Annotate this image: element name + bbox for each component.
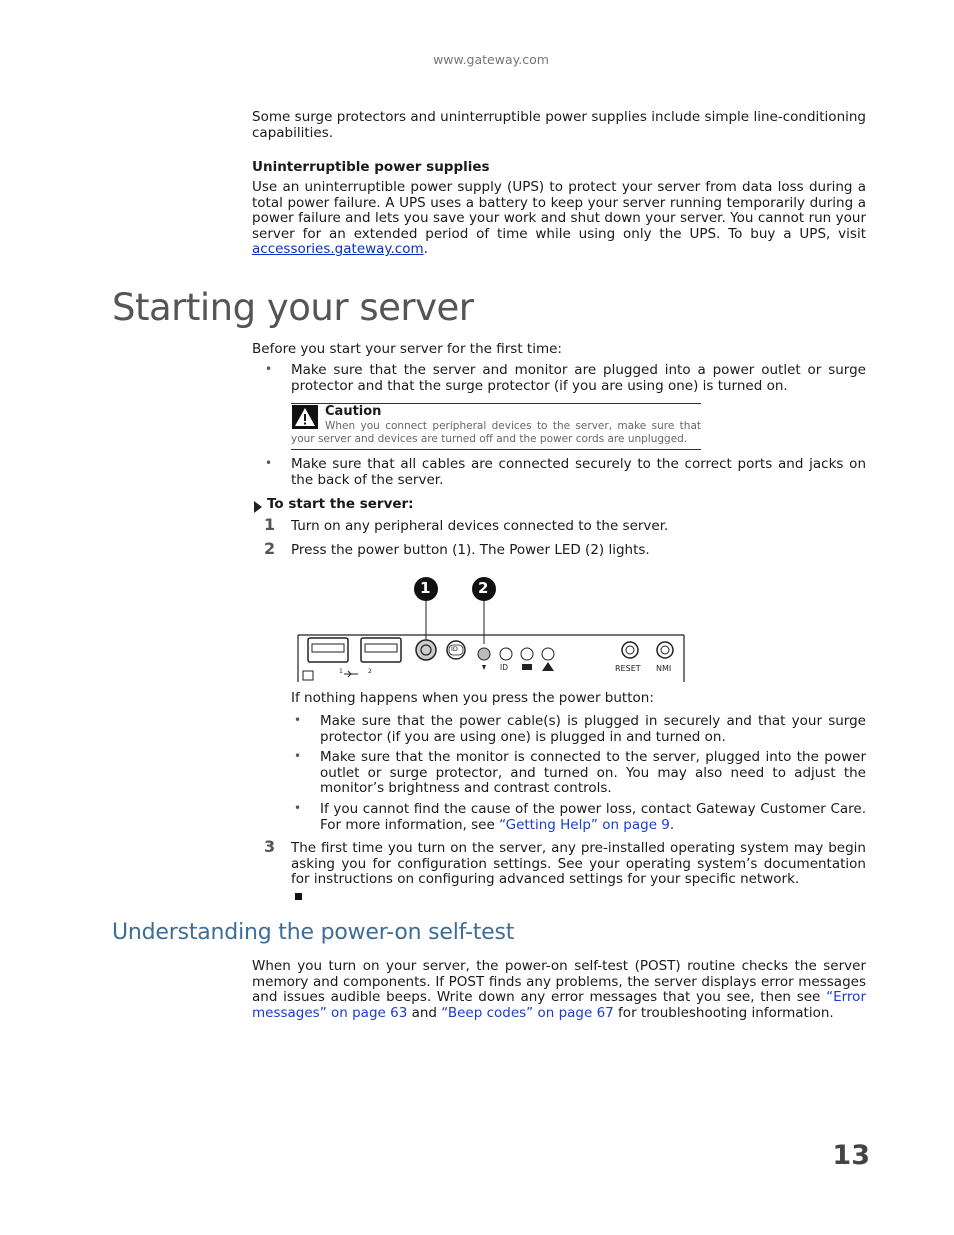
callout-2-label: 2 — [478, 579, 489, 597]
id-button-label: ID — [451, 645, 458, 653]
power-button-icon — [416, 640, 436, 660]
ups-end: . — [423, 241, 428, 258]
if-nothing-text: If nothing happens when you press the power button: — [291, 690, 654, 706]
procedure-arrow-icon — [254, 498, 262, 517]
reset-label: RESET — [615, 664, 641, 673]
id-led-label: ID — [500, 663, 508, 672]
callout-1-label: 1 — [420, 579, 431, 597]
header-url: www.gateway.com — [433, 52, 549, 67]
sub3-end: . — [669, 816, 675, 833]
power-led — [478, 648, 490, 660]
procedure-title: To start the server: — [267, 496, 414, 512]
step-3-text: The first time you turn on the server, any pre-installed operating system may begin asking you for configuration settings. See your operating system’s documentation for instructions on configuring advanced settings for your specific network. — [291, 840, 866, 888]
step-2-text: Press the power button (1). The Power LED (2) lights. — [291, 542, 650, 558]
step-number: 3 — [264, 837, 276, 856]
page-title: Starting your server — [112, 286, 474, 329]
network-icon — [522, 664, 532, 670]
section-title-post: Understanding the power-on self-test — [112, 920, 515, 945]
sub-bullet-monitor: Make sure that the monitor is connected to the server, plugged into the power outlet or surge protector, and turned on. You may also need to adjust the monitor’s brightness and contrast controls. — [320, 749, 866, 797]
ups-heading: Uninterruptible power supplies — [252, 159, 490, 175]
bullet-dot: • — [294, 713, 302, 727]
surge-paragraph: Some surge protectors and uninterruptible power supplies include simple line-conditioning capabilities. — [252, 109, 866, 141]
caution-title: Caution — [325, 404, 382, 419]
caution-text: When you connect peripheral devices to the server, make sure that your server and devices are turned off and the power cords are unplugged. — [291, 420, 701, 445]
post-text-b: and — [407, 1004, 442, 1021]
nmi-label: NMI — [656, 664, 672, 673]
usb-2-label: 2 — [368, 668, 372, 675]
power-symbol-icon — [482, 665, 486, 670]
status-led — [542, 648, 554, 660]
ups-text: Use an uninterruptible power supply (UPS) to protect your server from data loss during a total power failure. A UPS uses a battery to keep your server running temporarily during a power failure and lets you save your work and shut down your server. You cannot run your server for an extended period of time while using only the UPS. To buy a UPS, visit — [252, 179, 866, 242]
bullet-cables: Make sure that all cables are connected securely to the correct ports and jacks on the back of the server. — [291, 456, 866, 488]
error-messages-link[interactable]: “Error messages” on page 63 — [252, 989, 866, 1021]
sub3-text: If you cannot find the cause of the power loss, contact Gateway Customer Care. For more information, see — [320, 801, 866, 833]
bullet-dot: • — [265, 456, 273, 470]
beep-codes-link[interactable]: “Beep codes” on page 67 — [441, 1004, 614, 1021]
bullet-dot: • — [265, 362, 273, 376]
step-1-text: Turn on any peripheral devices connected to the server. — [291, 518, 669, 534]
usb-1-label: 1 — [339, 668, 343, 675]
bullet-plug-in: Make sure that the server and monitor are plugged into a power outlet or surge protector and that the surge protector (if you are using one) is turned on. — [291, 362, 866, 394]
lead-text: Before you start your server for the first time: — [252, 341, 562, 357]
nmi-button — [657, 642, 673, 658]
front-panel-illustration — [296, 574, 686, 684]
accessories-link[interactable]: accessories.gateway.com — [252, 241, 424, 258]
page-number: 13 — [832, 1140, 870, 1171]
step-number: 2 — [264, 539, 276, 558]
usb-icon — [344, 671, 358, 677]
getting-help-link[interactable]: “Getting Help” on page 9 — [499, 816, 670, 833]
id-led — [500, 648, 512, 660]
reset-button — [622, 642, 638, 658]
post-text-a: When you turn on your server, the power-on self-test (POST) routine checks the server memory and components. If POST finds any problems, the server displays error messages and issues audible beeps. Write down any error messages that you see, then see — [252, 958, 866, 1006]
end-of-procedure-marker — [295, 893, 302, 900]
network-led — [521, 648, 533, 660]
post-text-c: for troubleshooting information. — [613, 1004, 834, 1021]
bullet-dot: • — [294, 801, 302, 815]
ups-paragraph — [252, 180, 866, 258]
bullet-dot: • — [294, 749, 302, 763]
sub-bullet-customer-care — [320, 802, 866, 833]
caution-bottom-rule — [291, 449, 701, 450]
sub-bullet-power-cable: Make sure that the power cable(s) is plugged in securely and that your surge protector (if you are using one) is plugged in and turned on. — [320, 713, 866, 745]
post-paragraph — [252, 959, 866, 1021]
warning-icon — [542, 662, 554, 671]
step-number: 1 — [264, 515, 276, 534]
